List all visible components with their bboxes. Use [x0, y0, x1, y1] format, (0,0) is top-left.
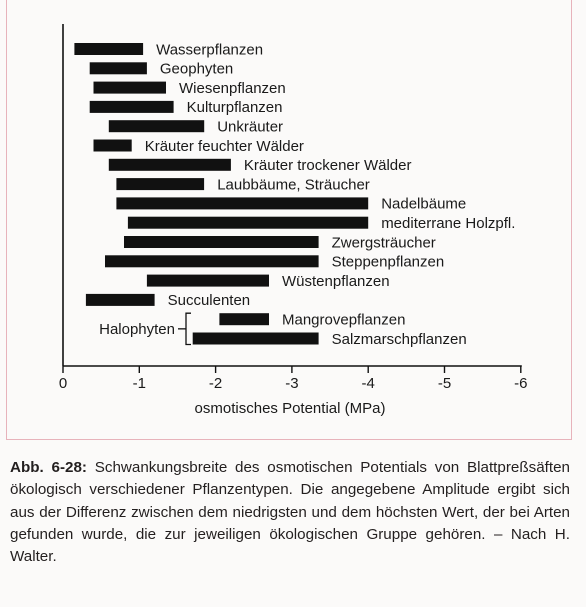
bar-salzmarschpflanzen [193, 333, 319, 345]
bar-label-mangrovepflanzen: Mangrovepflanzen [282, 311, 406, 329]
bar-kulturpflanzen [90, 101, 174, 113]
group-label: Halophyten [99, 321, 175, 339]
caption-text: Schwankungsbreite des osmotischen Potentials von Blattpreßsäften ökologisch verschiedener Pflanzentypen. Die angegebene Amplitude ergibt sich aus der Differenz zwischen dem niedrigsten und dem höchsten Wert, der bei Arten gefunden wurde, die zur jeweiligen ökologischen Gruppe gehören. – Nach H. Walter. [10, 459, 570, 566]
bar-steppenpflanzen [105, 255, 319, 267]
bar-nadelbaume [116, 197, 368, 209]
figure-caption [10, 457, 570, 568]
x-tick-label: -2 [208, 375, 223, 392]
bar-unkrauter [109, 120, 204, 132]
bar-wustenpflanzen [147, 275, 269, 287]
halophyten-group [99, 313, 191, 344]
bar-label-geophyten: Geophyten [159, 60, 234, 78]
bar-krauter-feuchter-walder [94, 140, 132, 152]
bar-label-wasserpflanzen: Wasserpflanzen [156, 41, 264, 59]
x-axis-title: osmotisches Potential (MPa) [194, 400, 386, 417]
bar-geophyten [90, 62, 147, 74]
bar-label-krauter-feuchter-walder: Kräuter feuchter Wälder [144, 137, 304, 155]
x-tick-label: -3 [285, 375, 299, 392]
bar-wasserpflanzen [74, 43, 143, 55]
x-tick-label: -6 [514, 375, 528, 392]
bar-label-salzmarschpflanzen: Salzmarschpflanzen [331, 330, 467, 348]
bar-label-zwergstraucher: Zwergsträucher [331, 234, 436, 252]
bar-laubbaume-straucher [116, 178, 204, 190]
bar-wiesenpflanzen [94, 82, 167, 94]
bar-label-nadelbaume: Nadelbäume [381, 195, 467, 213]
bar-label-succulenten: Succulenten [167, 292, 251, 310]
bar-label-steppenpflanzen: Steppenpflanzen [331, 253, 445, 271]
bar-label-laubbaume-straucher: Laubbäume, Sträucher [217, 176, 370, 194]
x-tick-label: -1 [132, 375, 146, 392]
x-tick-label: 0 [58, 375, 68, 392]
bars-layer [74, 41, 515, 348]
bar-label-wustenpflanzen: Wüstenpflanzen [282, 272, 390, 290]
bar-mangrovepflanzen [219, 313, 269, 325]
group-bracket [186, 313, 191, 344]
bar-label-kulturpflanzen: Kulturpflanzen [186, 99, 283, 117]
caption-label: Abb. 6-28: [10, 459, 87, 476]
bar-label-unkrauter: Unkräuter [217, 118, 284, 136]
bar-mediterrane-holzpfl [128, 217, 368, 229]
bar-succulenten [86, 294, 155, 306]
x-tick-label: -5 [437, 375, 452, 392]
bar-label-wiesenpflanzen: Wiesenpflanzen [179, 79, 286, 97]
bar-zwergstraucher [124, 236, 319, 248]
bar-label-krauter-trockener-walder: Kräuter trockener Wälder [243, 157, 412, 175]
bar-krauter-trockener-walder [109, 159, 231, 171]
x-tick-label: -4 [361, 375, 375, 392]
bar-label-mediterrane-holzpfl: mediterrane Holzpfl. [381, 215, 516, 232]
